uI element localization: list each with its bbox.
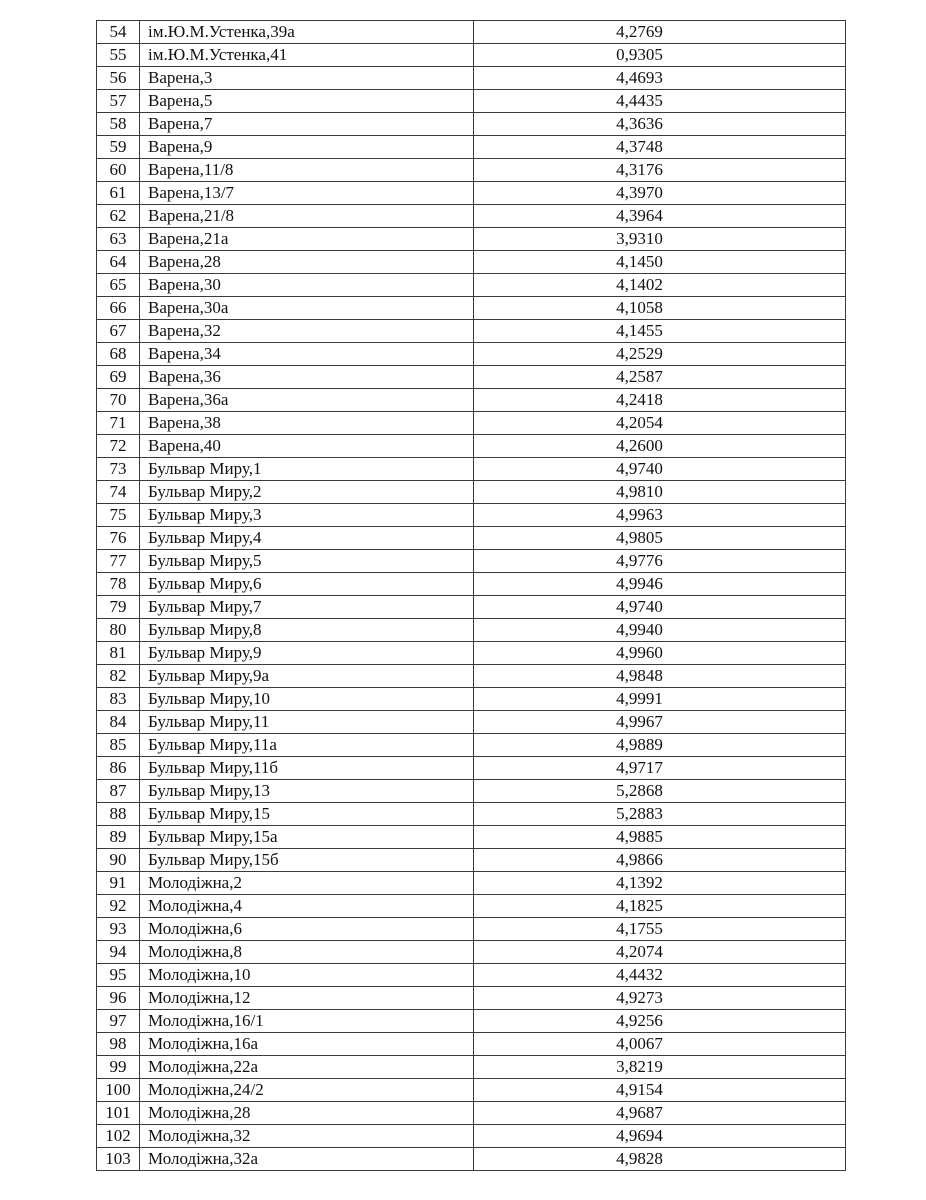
address-cell: Варена,7 — [140, 113, 474, 136]
address-cell: Варена,3 — [140, 67, 474, 90]
table-row — [97, 550, 846, 573]
row-number: 102 — [97, 1125, 140, 1148]
value-cell: 4,9687 — [474, 1102, 846, 1125]
table-row — [97, 826, 846, 849]
value-cell: 4,4693 — [474, 67, 846, 90]
address-cell: Бульвар Миру,15б — [140, 849, 474, 872]
value-cell: 4,9805 — [474, 527, 846, 550]
row-number: 56 — [97, 67, 140, 90]
table-row — [97, 136, 846, 159]
row-number: 72 — [97, 435, 140, 458]
row-number: 63 — [97, 228, 140, 251]
table-row — [97, 159, 846, 182]
row-number: 77 — [97, 550, 140, 573]
value-cell: 4,2600 — [474, 435, 846, 458]
address-cell: Молодіжна,8 — [140, 941, 474, 964]
table-row — [97, 412, 846, 435]
address-cell: Молодіжна,16а — [140, 1033, 474, 1056]
address-cell: Варена,38 — [140, 412, 474, 435]
address-cell: Бульвар Миру,6 — [140, 573, 474, 596]
address-cell: Бульвар Миру,15а — [140, 826, 474, 849]
row-number: 82 — [97, 665, 140, 688]
table-row — [97, 987, 846, 1010]
table-row — [97, 435, 846, 458]
row-number: 79 — [97, 596, 140, 619]
table-row — [97, 1056, 846, 1079]
row-number: 100 — [97, 1079, 140, 1102]
value-cell: 5,2868 — [474, 780, 846, 803]
address-cell: Бульвар Миру,7 — [140, 596, 474, 619]
value-cell: 4,9866 — [474, 849, 846, 872]
table-row — [97, 665, 846, 688]
table-row — [97, 113, 846, 136]
value-cell: 4,0067 — [474, 1033, 846, 1056]
table-row — [97, 849, 846, 872]
table-row — [97, 182, 846, 205]
row-number: 60 — [97, 159, 140, 182]
row-number: 86 — [97, 757, 140, 780]
address-cell: Бульвар Миру,15 — [140, 803, 474, 826]
row-number: 90 — [97, 849, 140, 872]
row-number: 71 — [97, 412, 140, 435]
row-number: 97 — [97, 1010, 140, 1033]
value-cell: 4,1450 — [474, 251, 846, 274]
address-cell: Молодіжна,32а — [140, 1148, 474, 1171]
address-cell: Бульвар Миру,11а — [140, 734, 474, 757]
table-row — [97, 389, 846, 412]
table-row — [97, 895, 846, 918]
address-cell: ім.Ю.М.Устенка,39а — [140, 21, 474, 44]
table-row — [97, 228, 846, 251]
address-cell: Варена,30 — [140, 274, 474, 297]
row-number: 87 — [97, 780, 140, 803]
table-row — [97, 320, 846, 343]
row-number: 95 — [97, 964, 140, 987]
value-cell: 4,9776 — [474, 550, 846, 573]
value-cell: 4,9889 — [474, 734, 846, 757]
value-cell: 4,1392 — [474, 872, 846, 895]
table-row — [97, 619, 846, 642]
row-number: 93 — [97, 918, 140, 941]
row-number: 74 — [97, 481, 140, 504]
table-row — [97, 90, 846, 113]
address-cell: Варена,28 — [140, 251, 474, 274]
value-cell: 4,9273 — [474, 987, 846, 1010]
address-cell: Молодіжна,22а — [140, 1056, 474, 1079]
row-number: 89 — [97, 826, 140, 849]
address-cell: Варена,30а — [140, 297, 474, 320]
value-cell: 4,9940 — [474, 619, 846, 642]
address-cell: Варена,9 — [140, 136, 474, 159]
value-cell: 4,3964 — [474, 205, 846, 228]
address-cell: Бульвар Миру,11 — [140, 711, 474, 734]
row-number: 94 — [97, 941, 140, 964]
table-row — [97, 711, 846, 734]
address-cell: Варена,11/8 — [140, 159, 474, 182]
row-number: 92 — [97, 895, 140, 918]
address-cell: Молодіжна,4 — [140, 895, 474, 918]
address-cell: Молодіжна,10 — [140, 964, 474, 987]
row-number: 75 — [97, 504, 140, 527]
table-row — [97, 504, 846, 527]
value-cell: 4,9946 — [474, 573, 846, 596]
value-cell: 4,9967 — [474, 711, 846, 734]
table-row — [97, 872, 846, 895]
address-cell: Бульвар Миру,9 — [140, 642, 474, 665]
row-number: 59 — [97, 136, 140, 159]
value-cell: 4,2074 — [474, 941, 846, 964]
address-cell: ім.Ю.М.Устенка,41 — [140, 44, 474, 67]
row-number: 54 — [97, 21, 140, 44]
address-cell: Молодіжна,2 — [140, 872, 474, 895]
value-cell: 0,9305 — [474, 44, 846, 67]
row-number: 55 — [97, 44, 140, 67]
value-cell: 4,1402 — [474, 274, 846, 297]
value-cell: 4,9694 — [474, 1125, 846, 1148]
value-cell: 4,9991 — [474, 688, 846, 711]
row-number: 76 — [97, 527, 140, 550]
address-cell: Варена,13/7 — [140, 182, 474, 205]
table-row — [97, 780, 846, 803]
value-cell: 4,4432 — [474, 964, 846, 987]
value-cell: 3,9310 — [474, 228, 846, 251]
row-number: 73 — [97, 458, 140, 481]
row-number: 80 — [97, 619, 140, 642]
value-cell: 4,2529 — [474, 343, 846, 366]
table-row — [97, 366, 846, 389]
row-number: 58 — [97, 113, 140, 136]
address-cell: Бульвар Миру,3 — [140, 504, 474, 527]
table-row — [97, 527, 846, 550]
table-row — [97, 1079, 846, 1102]
value-cell: 4,1825 — [474, 895, 846, 918]
table-row — [97, 67, 846, 90]
table-row — [97, 1033, 846, 1056]
address-cell: Молодіжна,6 — [140, 918, 474, 941]
row-number: 68 — [97, 343, 140, 366]
value-cell: 4,3176 — [474, 159, 846, 182]
row-number: 84 — [97, 711, 140, 734]
table-row — [97, 1102, 846, 1125]
address-cell: Варена,21/8 — [140, 205, 474, 228]
address-cell: Бульвар Миру,9а — [140, 665, 474, 688]
value-cell: 4,9848 — [474, 665, 846, 688]
row-number: 88 — [97, 803, 140, 826]
table-row — [97, 642, 846, 665]
address-cell: Бульвар Миру,11б — [140, 757, 474, 780]
row-number: 67 — [97, 320, 140, 343]
address-values-table — [96, 20, 846, 1171]
row-number: 91 — [97, 872, 140, 895]
value-cell: 4,9154 — [474, 1079, 846, 1102]
value-cell: 4,9885 — [474, 826, 846, 849]
table-row — [97, 458, 846, 481]
value-cell: 4,2054 — [474, 412, 846, 435]
address-cell: Бульвар Миру,10 — [140, 688, 474, 711]
table-row — [97, 44, 846, 67]
table-row — [97, 734, 846, 757]
value-cell: 4,9256 — [474, 1010, 846, 1033]
table-row — [97, 481, 846, 504]
table-row — [97, 343, 846, 366]
table-row — [97, 941, 846, 964]
table-body — [97, 21, 846, 1171]
table-row — [97, 596, 846, 619]
value-cell: 4,9810 — [474, 481, 846, 504]
value-cell: 4,4435 — [474, 90, 846, 113]
value-cell: 4,9740 — [474, 458, 846, 481]
table-row — [97, 1125, 846, 1148]
row-number: 57 — [97, 90, 140, 113]
address-cell: Бульвар Миру,1 — [140, 458, 474, 481]
table-row — [97, 205, 846, 228]
value-cell: 4,3636 — [474, 113, 846, 136]
value-cell: 4,3748 — [474, 136, 846, 159]
value-cell: 4,2587 — [474, 366, 846, 389]
value-cell: 4,3970 — [474, 182, 846, 205]
table-row — [97, 757, 846, 780]
row-number: 98 — [97, 1033, 140, 1056]
address-cell: Бульвар Миру,8 — [140, 619, 474, 642]
row-number: 103 — [97, 1148, 140, 1171]
value-cell: 5,2883 — [474, 803, 846, 826]
row-number: 66 — [97, 297, 140, 320]
table-row — [97, 803, 846, 826]
row-number: 69 — [97, 366, 140, 389]
table-row — [97, 573, 846, 596]
address-cell: Бульвар Миру,4 — [140, 527, 474, 550]
value-cell: 4,1755 — [474, 918, 846, 941]
row-number: 62 — [97, 205, 140, 228]
row-number: 99 — [97, 1056, 140, 1079]
table-row — [97, 688, 846, 711]
value-cell: 4,9960 — [474, 642, 846, 665]
row-number: 78 — [97, 573, 140, 596]
address-cell: Бульвар Миру,13 — [140, 780, 474, 803]
value-cell: 4,9828 — [474, 1148, 846, 1171]
address-cell: Молодіжна,16/1 — [140, 1010, 474, 1033]
row-number: 65 — [97, 274, 140, 297]
table-row — [97, 1148, 846, 1171]
table-row — [97, 274, 846, 297]
value-cell: 4,9740 — [474, 596, 846, 619]
value-cell: 4,9717 — [474, 757, 846, 780]
table-row — [97, 21, 846, 44]
row-number: 70 — [97, 389, 140, 412]
value-cell: 3,8219 — [474, 1056, 846, 1079]
row-number: 96 — [97, 987, 140, 1010]
table-row — [97, 297, 846, 320]
address-cell: Варена,34 — [140, 343, 474, 366]
row-number: 85 — [97, 734, 140, 757]
address-cell: Варена,32 — [140, 320, 474, 343]
table-row — [97, 918, 846, 941]
row-number: 64 — [97, 251, 140, 274]
value-cell: 4,1058 — [474, 297, 846, 320]
address-cell: Варена,36а — [140, 389, 474, 412]
value-cell: 4,2418 — [474, 389, 846, 412]
address-cell: Молодіжна,12 — [140, 987, 474, 1010]
row-number: 101 — [97, 1102, 140, 1125]
value-cell: 4,1455 — [474, 320, 846, 343]
row-number: 61 — [97, 182, 140, 205]
value-cell: 4,9963 — [474, 504, 846, 527]
address-cell: Бульвар Миру,2 — [140, 481, 474, 504]
table-row — [97, 1010, 846, 1033]
address-cell: Варена,40 — [140, 435, 474, 458]
value-cell: 4,2769 — [474, 21, 846, 44]
address-cell: Молодіжна,32 — [140, 1125, 474, 1148]
table-row — [97, 251, 846, 274]
address-cell: Бульвар Миру,5 — [140, 550, 474, 573]
table-row — [97, 964, 846, 987]
row-number: 81 — [97, 642, 140, 665]
row-number: 83 — [97, 688, 140, 711]
address-cell: Молодіжна,28 — [140, 1102, 474, 1125]
address-cell: Варена,36 — [140, 366, 474, 389]
address-cell: Варена,21а — [140, 228, 474, 251]
address-cell: Варена,5 — [140, 90, 474, 113]
address-cell: Молодіжна,24/2 — [140, 1079, 474, 1102]
